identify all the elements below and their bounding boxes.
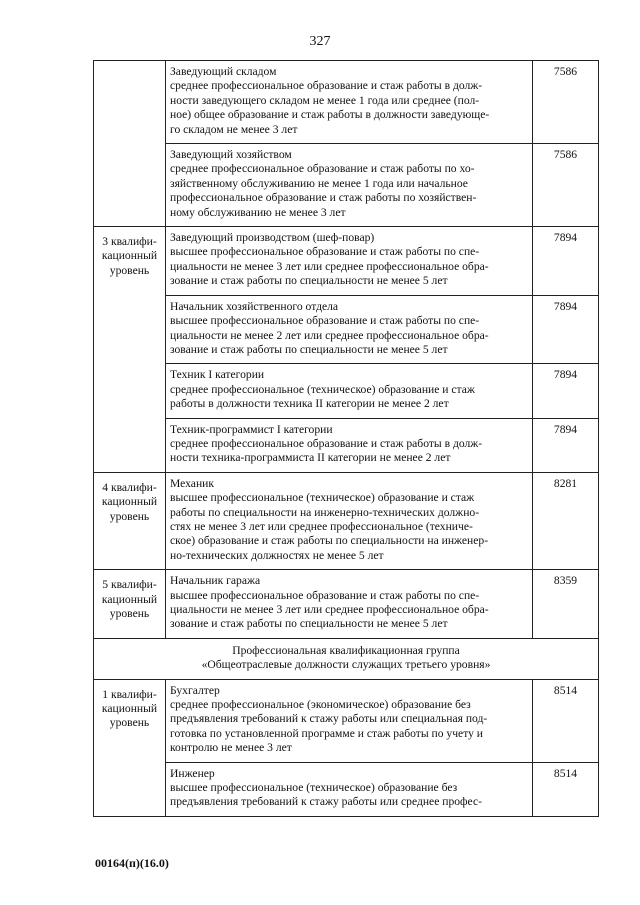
position-description-cell (166, 679, 533, 762)
salary-value: 7894 (553, 422, 578, 436)
salary-value: 7894 (553, 368, 578, 382)
position-requirement-line: зяйственному обслуживанию не менее 1 года или начальное (170, 176, 468, 190)
position-requirement-line: среднее профессиональное (экономическое) образование без (170, 698, 471, 712)
salary-value: 8359 (553, 574, 578, 588)
position-row (94, 762, 599, 816)
position-description-cell (166, 227, 533, 296)
position-row (94, 472, 599, 569)
qualification-level-line: 4 квалифи- (102, 480, 157, 494)
position-requirement-line: среднее профессиональное (техническое) образование и стаж (170, 382, 475, 396)
salary-cell (533, 418, 599, 472)
position-row (94, 295, 599, 364)
position-row (94, 364, 599, 418)
position-title: Бухгалтер (170, 683, 220, 697)
salary-cell (533, 472, 599, 569)
position-title: Техник-программист I категории (170, 422, 333, 436)
position-title: Начальник гаража (170, 574, 261, 588)
salary-value: 7894 (553, 299, 578, 313)
position-requirement-line: зование и стаж работы по специальности не менее 5 лет (170, 342, 448, 356)
qualification-level-line: уровень (109, 716, 150, 730)
position-row (94, 144, 599, 227)
salary-cell (533, 61, 599, 144)
position-description-cell (166, 144, 533, 227)
position-requirement-line: но-технических должностях не менее 5 лет (170, 548, 384, 562)
position-requirement-line: работы в должности техника II категории не менее 2 лет (170, 397, 449, 411)
position-requirement-line: высшее профессиональное (техническое) образование без (170, 781, 458, 795)
position-title: Начальник хозяйственного отдела (170, 299, 339, 313)
position-title: Техник I категории (170, 368, 265, 382)
position-requirement-line: готовка по установленной программе и стаж работы по учету и (170, 726, 484, 740)
group-title-line: Профессиональная квалификационная группа (232, 643, 460, 657)
qualification-level-line: кационный (101, 592, 158, 606)
position-row (94, 570, 599, 639)
position-requirement-line: высшее профессиональное образование и стаж работы по спе- (170, 588, 480, 602)
group-header-cell (94, 638, 599, 679)
position-requirement-line: зование и стаж работы по специальности не менее 5 лет (170, 617, 448, 631)
page-number: 327 (309, 34, 331, 49)
position-requirement-line: среднее профессиональное образование и стаж работы в долж- (170, 79, 483, 93)
position-requirement-line: предъявления требований к стажу работы или среднее профес- (170, 795, 482, 809)
position-title: Заведующий складом (170, 65, 277, 78)
qualification-level-cell (94, 227, 166, 473)
position-requirement-line: профессиональное образование и стаж работы по хозяйствен- (170, 191, 477, 205)
salary-cell (533, 144, 599, 227)
qualification-level-cell (94, 472, 166, 569)
position-requirement-line: предъявления требований к стажу работы или специальная под- (170, 712, 488, 726)
salary-cell (533, 295, 599, 364)
position-requirement-line: высшее профессиональное (техническое) образование и стаж (170, 491, 475, 505)
position-title: Механик (170, 476, 214, 490)
position-requirement-line: среднее профессиональное образование и стаж работы по хо- (170, 162, 475, 176)
salary-value: 7586 (553, 148, 578, 162)
salary-cell (533, 227, 599, 296)
position-requirement-line: высшее профессиональное образование и стаж работы по спе- (170, 314, 480, 328)
qualification-salary-table (93, 60, 599, 817)
qualification-level-line: 3 квалифи- (102, 235, 157, 249)
position-requirement-line: контролю не менее 3 лет (170, 741, 292, 755)
qualification-level-cell (94, 570, 166, 639)
salary-cell (533, 679, 599, 762)
position-description-cell (166, 61, 533, 144)
salary-cell (533, 762, 599, 816)
qualification-level-line: кационный (101, 495, 158, 509)
qualification-level-line: 5 квалифи- (102, 578, 157, 592)
qualification-level-line: уровень (109, 509, 150, 523)
position-requirement-line: ному обслуживанию не менее 3 лет (170, 205, 346, 219)
position-requirement-line: ности техника-программиста II категории не менее 2 лет (170, 451, 451, 465)
qualification-level-line: кационный (101, 702, 158, 716)
position-requirement-line: работы по специальности на инженерно-технических должно- (170, 505, 480, 519)
qualification-level-line: уровень (109, 607, 150, 620)
position-description-cell (166, 418, 533, 472)
salary-value: 7586 (553, 65, 578, 78)
qualification-level-line: уровень (109, 263, 150, 277)
position-requirement-line: циальности не менее 3 лет или среднее профессиональное обра- (170, 259, 489, 273)
position-row (94, 679, 599, 762)
position-requirement-line: высшее профессиональное образование и стаж работы по спе- (170, 245, 480, 259)
position-requirement-line: стях не менее 3 лет или среднее профессиональное (техниче- (170, 519, 473, 533)
qualification-level-cell (94, 679, 166, 816)
position-title: Заведующий хозяйством (170, 148, 292, 162)
position-row (94, 61, 599, 144)
position-description-cell (166, 570, 533, 639)
position-requirement-line: ности заведующего складом не менее 1 года или среднее (пол- (170, 93, 480, 107)
position-title: Заведующий производством (шеф-повар) (170, 231, 375, 245)
position-description-cell (166, 295, 533, 364)
salary-value: 8514 (553, 766, 578, 780)
document-code: 00164(п)(16.0) (95, 856, 169, 870)
group-title-line: «Общеотраслевые должности служащих третьего уровня» (201, 658, 491, 672)
salary-cell (533, 364, 599, 418)
position-description-cell (166, 364, 533, 418)
position-requirement-line: ское) образование и стаж работы по специальности на инженер- (170, 534, 489, 548)
position-requirement-line: го складом не менее 3 лет (170, 122, 298, 136)
salary-value: 8514 (553, 683, 578, 697)
qualification-level-line: 1 квалифи- (102, 687, 157, 701)
position-description-cell (166, 472, 533, 569)
position-row (94, 418, 599, 472)
position-requirement-line: зование и стаж работы по специальности не менее 5 лет (170, 274, 448, 288)
position-requirement-line: среднее профессиональное образование и стаж работы в долж- (170, 436, 483, 450)
group-header-row (94, 638, 599, 679)
salary-value: 7894 (553, 231, 578, 245)
salary-value: 8281 (553, 476, 578, 490)
position-requirement-line: ное) общее образование и стаж работы в должности заведующе- (170, 108, 490, 122)
salary-cell (533, 570, 599, 639)
qualification-level-line: кационный (101, 249, 158, 263)
qualification-level-cell (94, 61, 166, 227)
position-requirement-line: циальности не менее 2 лет или среднее профессиональное обра- (170, 328, 489, 342)
position-requirement-line: циальности не менее 3 лет или среднее профессиональное обра- (170, 603, 489, 616)
position-row (94, 227, 599, 296)
position-title: Инженер (170, 766, 215, 780)
position-description-cell (166, 762, 533, 816)
